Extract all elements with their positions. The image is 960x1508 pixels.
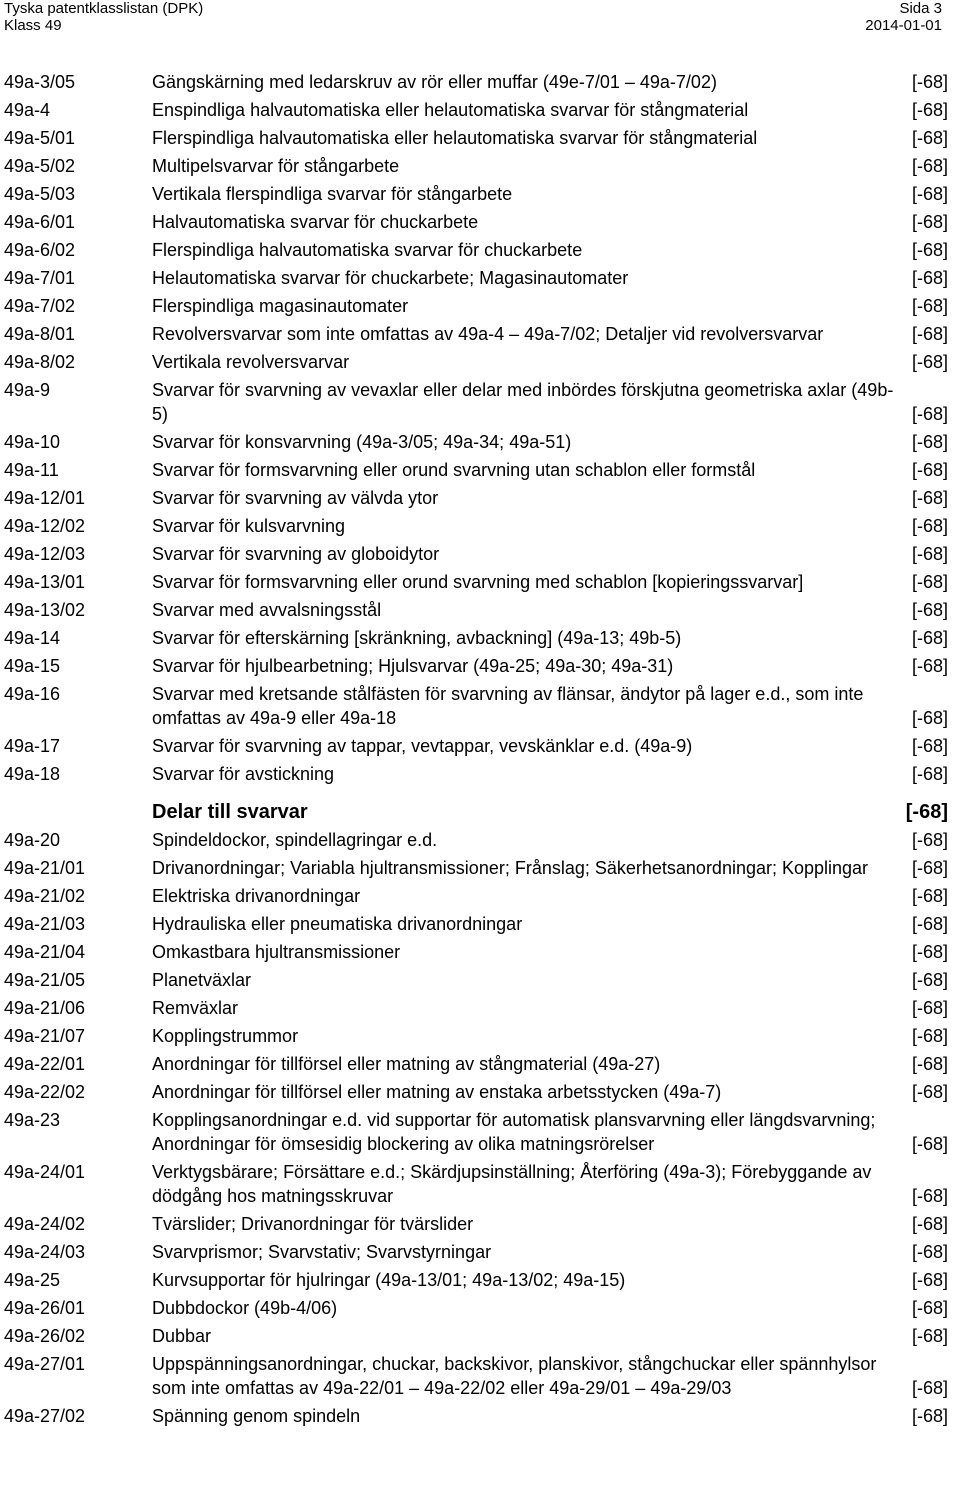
class-code: 49a-23 (4, 1110, 61, 1130)
class-description: Uppspänningsanordningar, chuckar, backskivor, planskivor, stångchuckar eller spännhylsor som inte omfattas av 49a-22/01 – 49a-22/02 eller 49a-29/01 – 49a-29/03 (152, 1354, 877, 1398)
class-description: Spänning genom spindeln (152, 1406, 361, 1426)
classification-group-2 (0, 828, 960, 1428)
class-description: Revolversvarvar som inte omfattas av 49a-4 – 49a-7/02; Detaljer vid revolversvarvar (152, 324, 824, 344)
class-description: Vertikala flerspindliga svarvar för stångarbete (152, 184, 513, 204)
list-item (0, 856, 960, 880)
class-code: 49a-26/02 (4, 1326, 86, 1346)
class-code: 49a-9 (4, 380, 51, 400)
list-item (0, 682, 960, 730)
class-description: Flerspindliga magasinautomater (152, 296, 409, 316)
class-code: 49a-5/02 (4, 156, 76, 176)
class-tail: [-68] (911, 1214, 948, 1234)
class-code: 49a-12/02 (4, 516, 86, 536)
class-code: 49a-21/05 (4, 970, 86, 990)
class-description: Svarvar för svarvning av vevaxlar eller delar med inbördes förskjutna geometriska axlar (49b-5) (152, 380, 894, 424)
class-code: 49a-11 (4, 460, 59, 480)
class-code: 49a-6/01 (4, 212, 76, 232)
list-item (0, 1052, 960, 1076)
list-item (0, 626, 960, 650)
class-description: Dubbar (152, 1326, 212, 1346)
class-tail: [-68] (911, 1134, 948, 1154)
classification-group-1 (0, 70, 960, 786)
class-code: 49a-26/01 (4, 1298, 86, 1318)
list-item (0, 1296, 960, 1320)
class-code: 49a-21/01 (4, 858, 86, 878)
document-date: 2014-01-01 (865, 17, 942, 34)
list-item (0, 1240, 960, 1264)
class-tail: [-68] (911, 1054, 948, 1074)
list-item (0, 430, 960, 454)
class-tail: [-68] (911, 998, 948, 1018)
class-code: 49a-13/01 (4, 572, 86, 592)
class-tail: [-68] (911, 1406, 948, 1426)
class-code: 49a-18 (4, 764, 61, 784)
class-tail: [-68] (911, 830, 948, 850)
class-code: 49a-22/01 (4, 1054, 86, 1074)
section-title: Delar till svarvar (152, 801, 308, 823)
class-tail: [-68] (911, 764, 948, 784)
class-tail: [-68] (911, 296, 948, 316)
class-code: 49a-8/02 (4, 352, 76, 372)
class-description: Omkastbara hjultransmissioner (152, 942, 401, 962)
class-tail: [-68] (911, 858, 948, 878)
class-tail: [-68] (911, 404, 948, 424)
class-tail: [-68] (911, 156, 948, 176)
class-tail: [-68] (911, 942, 948, 962)
class-description: Elektriska drivanordningar (152, 886, 361, 906)
list-item (0, 1268, 960, 1292)
class-code: 49a-5/01 (4, 128, 76, 148)
list-item (0, 996, 960, 1020)
list-item (0, 98, 960, 122)
class-tail: [-68] (911, 656, 948, 676)
class-tail: [-68] (911, 460, 948, 480)
list-item (0, 350, 960, 374)
class-description: Svarvar för konsvarvning (49a-3/05; 49a-34; 49a-51) (152, 432, 572, 452)
list-item (0, 734, 960, 758)
class-description: Svarvar för kulsvarvning (152, 516, 346, 536)
class-description: Flerspindliga halvautomatiska svarvar för chuckarbete (152, 240, 583, 260)
class-tail: [-68] (911, 572, 948, 592)
list-item (0, 570, 960, 594)
class-label: Klass 49 (4, 17, 62, 34)
class-description: Gängskärning med ledarskruv av rör eller muffar (49e-7/01 – 49a-7/02) (152, 72, 717, 92)
class-description: Halvautomatiska svarvar för chuckarbete (152, 212, 479, 232)
classification-list (0, 70, 960, 1432)
class-tail: [-68] (911, 1378, 948, 1398)
list-item (0, 1080, 960, 1104)
list-item (0, 378, 960, 426)
list-item (0, 514, 960, 538)
class-description: Anordningar för tillförsel eller matning av stångmaterial (49a-27) (152, 1054, 661, 1074)
class-description: Svarvar med kretsande stålfästen för svarvning av flänsar, ändytor på lager e.d., som inte omfattas av 49a-9 eller 49a-18 (152, 684, 864, 728)
class-description: Kopplingsanordningar e.d. vid supportar för automatisk plansvarvning eller längdsvarvning; Anordningar för ömsesidig blockering av olika matningsrörelser (152, 1110, 876, 1154)
list-item (0, 598, 960, 622)
class-description: Svarvprismor; Svarvstativ; Svarvstyrningar (152, 1242, 492, 1262)
class-code: 49a-14 (4, 628, 61, 648)
class-tail: [-68] (911, 544, 948, 564)
class-description: Tvärslider; Drivanordningar för tvärslider (152, 1214, 474, 1234)
class-tail: [-68] (911, 72, 948, 92)
class-description: Enspindliga halvautomatiska eller helautomatiska svarvar för stångmaterial (152, 100, 749, 120)
class-code: 49a-8/01 (4, 324, 76, 344)
list-item (0, 1024, 960, 1048)
list-item (0, 322, 960, 346)
class-description: Svarvar för svarvning av tappar, vevtappar, vevskänklar e.d. (49a-9) (152, 736, 693, 756)
class-tail: [-68] (911, 600, 948, 620)
class-code: 49a-21/03 (4, 914, 86, 934)
class-tail: [-68] (911, 708, 948, 728)
class-code: 49a-25 (4, 1270, 61, 1290)
class-code: 49a-24/02 (4, 1214, 86, 1234)
class-tail: [-68] (911, 324, 948, 344)
class-code: 49a-24/01 (4, 1162, 86, 1182)
class-description: Hydrauliska eller pneumatiska drivanordningar (152, 914, 523, 934)
document-title: Tyska patentklasslistan (DPK) (4, 0, 204, 17)
class-description: Vertikala revolversvarvar (152, 352, 350, 372)
class-code: 49a-6/02 (4, 240, 76, 260)
class-description: Kopplingstrummor (152, 1026, 299, 1046)
class-code: 49a-13/02 (4, 600, 86, 620)
class-description: Svarvar för svarvning av globoidytor (152, 544, 440, 564)
list-item (0, 884, 960, 908)
list-item (0, 210, 960, 234)
class-tail: [-68] (911, 970, 948, 990)
class-code: 49a-17 (4, 736, 61, 756)
class-tail: [-68] (911, 488, 948, 508)
class-tail: [-68] (911, 516, 948, 536)
list-item (0, 182, 960, 206)
class-code: 49a-5/03 (4, 184, 76, 204)
list-item (0, 1324, 960, 1348)
class-tail: [-68] (911, 1298, 948, 1318)
section-heading (0, 790, 960, 828)
class-code: 49a-10 (4, 432, 61, 452)
class-code: 49a-21/02 (4, 886, 86, 906)
list-item (0, 1108, 960, 1156)
list-item (0, 294, 960, 318)
class-tail: [-68] (911, 1242, 948, 1262)
class-tail: [-68] (911, 1026, 948, 1046)
class-code: 49a-22/02 (4, 1082, 86, 1102)
class-description: Svarvar för hjulbearbetning; Hjulsvarvar (49a-25; 49a-30; 49a-31) (152, 656, 674, 676)
list-item (0, 126, 960, 150)
class-tail: [-68] (911, 1270, 948, 1290)
list-item (0, 1352, 960, 1400)
class-description: Verktygsbärare; Försättare e.d.; Skärdjupsinställning; Återföring (49a-3); Förebyggande av dödgång hos matningsskruvar (152, 1162, 872, 1206)
class-tail: [-68] (911, 240, 948, 260)
class-tail: [-68] (911, 1186, 948, 1206)
class-description: Svarvar för svarvning av välvda ytor (152, 488, 439, 508)
class-description: Helautomatiska svarvar för chuckarbete; Magasinautomater (152, 268, 629, 288)
class-code: 49a-27/02 (4, 1406, 86, 1426)
class-tail: [-68] (911, 1326, 948, 1346)
list-item (0, 654, 960, 678)
class-code: 49a-20 (4, 830, 61, 850)
class-description: Svarvar med avvalsningsstål (152, 600, 382, 620)
list-item (0, 940, 960, 964)
class-description: Remväxlar (152, 998, 239, 1018)
class-code: 49a-21/06 (4, 998, 86, 1018)
class-description: Kurvsupportar för hjulringar (49a-13/01; 49a-13/02; 49a-15) (152, 1270, 626, 1290)
class-tail: [-68] (911, 886, 948, 906)
list-item (0, 1160, 960, 1208)
page-number: Sida 3 (899, 0, 942, 17)
class-description: Multipelsvarvar för stångarbete (152, 156, 400, 176)
class-description: Anordningar för tillförsel eller matning av enstaka arbetsstycken (49a-7) (152, 1082, 722, 1102)
class-code: 49a-3/05 (4, 72, 76, 92)
class-code: 49a-21/04 (4, 942, 86, 962)
list-item (0, 154, 960, 178)
class-code: 49a-4 (4, 100, 51, 120)
class-tail: [-68] (911, 184, 948, 204)
class-code: 49a-7/02 (4, 296, 76, 316)
list-item (0, 762, 960, 786)
class-tail: [-68] (911, 100, 948, 120)
section-tail: [-68] (905, 801, 948, 823)
page-header (0, 0, 960, 44)
class-description: Flerspindliga halvautomatiska eller helautomatiska svarvar för stångmaterial (152, 128, 758, 148)
class-description: Drivanordningar; Variabla hjultransmissioner; Frånslag; Säkerhetsanordningar; Kopplingar (152, 858, 869, 878)
class-description: Spindeldockor, spindellagringar e.d. (152, 830, 438, 850)
list-item (0, 70, 960, 94)
list-item (0, 458, 960, 482)
class-tail: [-68] (911, 628, 948, 648)
class-tail: [-68] (911, 128, 948, 148)
class-code: 49a-27/01 (4, 1354, 86, 1374)
class-code: 49a-24/03 (4, 1242, 86, 1262)
class-code: 49a-15 (4, 656, 61, 676)
class-tail: [-68] (911, 268, 948, 288)
list-item (0, 1404, 960, 1428)
class-description: Svarvar för formsvarvning eller orund svarvning utan schablon eller formstål (152, 460, 756, 480)
class-tail: [-68] (911, 914, 948, 934)
class-code: 49a-12/03 (4, 544, 86, 564)
class-tail: [-68] (911, 352, 948, 372)
list-item (0, 968, 960, 992)
list-item (0, 266, 960, 290)
list-item (0, 912, 960, 936)
class-tail: [-68] (911, 1082, 948, 1102)
class-description: Svarvar för avstickning (152, 764, 335, 784)
list-item (0, 1212, 960, 1236)
class-code: 49a-16 (4, 684, 61, 704)
class-description: Svarvar för formsvarvning eller orund svarvning med schablon [kopieringssvarvar] (152, 572, 804, 592)
class-code: 49a-21/07 (4, 1026, 86, 1046)
list-item (0, 486, 960, 510)
class-description: Planetväxlar (152, 970, 252, 990)
list-item (0, 542, 960, 566)
class-description: Dubbdockor (49b-4/06) (152, 1298, 338, 1318)
class-code: 49a-12/01 (4, 488, 86, 508)
class-tail: [-68] (911, 736, 948, 756)
class-code: 49a-7/01 (4, 268, 76, 288)
class-tail: [-68] (911, 212, 948, 232)
list-item (0, 828, 960, 852)
class-description: Svarvar för efterskärning [skränkning, avbackning] (49a-13; 49b-5) (152, 628, 682, 648)
list-item (0, 238, 960, 262)
class-tail: [-68] (911, 432, 948, 452)
